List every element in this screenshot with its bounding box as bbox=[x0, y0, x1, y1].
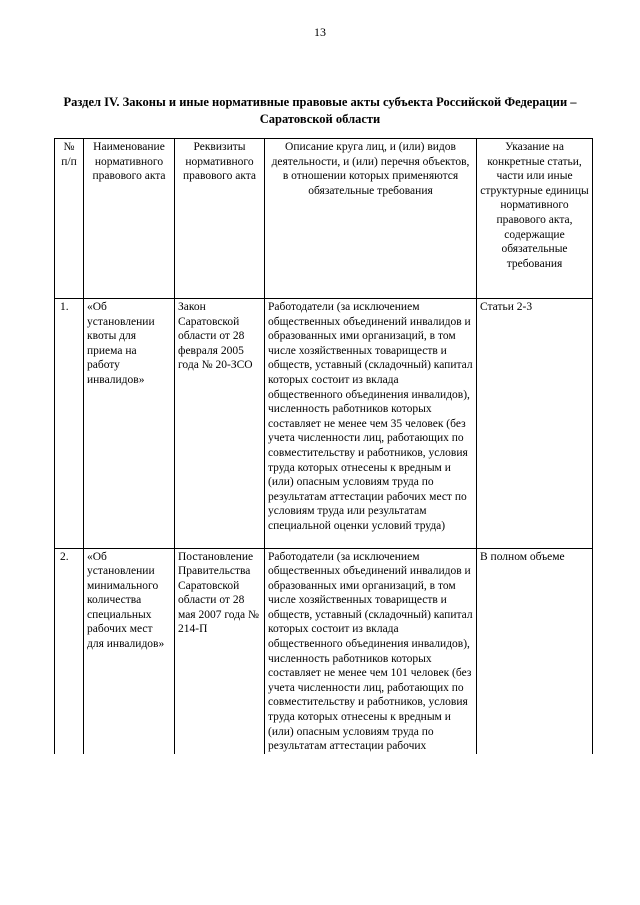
row-act-details: Закон Саратовской области от 28 февраля 2005 года № 20-ЗСО bbox=[175, 299, 265, 549]
table-row bbox=[55, 548, 593, 754]
legal-acts-table bbox=[54, 138, 593, 754]
row-reference: Статьи 2-3 bbox=[477, 299, 593, 549]
header-reference: Указание на конкретные статьи, части или иные структурные единицы нормативного правового акта, содержащие обязательные требования bbox=[477, 139, 593, 299]
table-header-row bbox=[55, 139, 593, 299]
page-number: 13 bbox=[314, 25, 326, 39]
header-num: № п/п bbox=[55, 139, 84, 299]
table-row bbox=[55, 299, 593, 549]
row-num: 2. bbox=[55, 548, 84, 754]
row-description: Работодатели (за исключением общественных объединений инвалидов и образованных ими организаций, в том числе хозяйственных товариществ и обществ, уставный (складочный) капитал которых состоит из вклада общественного объединения инвалидов), численность работников которых составляет не менее чем 101 человек (без учета численности лиц, работающих по совместительству и работников, условия труда которых отнесены к вредным и (или) опасным условиям труда по результатам аттестации рабочих bbox=[265, 548, 477, 754]
row-act-details: Постановление Правительства Саратовской области от 28 мая 2007 года № 214-П bbox=[175, 548, 265, 754]
row-description: Работодатели (за исключением общественных объединений инвалидов и образованных ими организаций, в том числе хозяйственных товариществ и обществ, уставный (складочный) капитал которых состоит из вклада общественного объединения инвалидов), численность работников которых составляет не менее чем 35 человек (без учета численности лиц, работающих по совместительству и работников, условия труда которых отнесены к вредным и (или) опасным условиям труда по результатам аттестации рабочих мест по условиям труда или результатам специальной оценки условий труда) bbox=[265, 299, 477, 549]
section-title-line1: Раздел IV. Законы и иные нормативные правовые акты субъекта Российской Федерации – bbox=[63, 95, 577, 109]
row-num: 1. bbox=[55, 299, 84, 549]
section-heading bbox=[40, 94, 600, 128]
row-reference: В полном объеме bbox=[477, 548, 593, 754]
section-title-line2: Саратовской области bbox=[259, 112, 381, 126]
row-act-name: «Об установлении минимального количества специальных рабочих мест для инвалидов» bbox=[84, 548, 175, 754]
header-details: Реквизиты нормативного правового акта bbox=[175, 139, 265, 299]
header-name: Наименование нормативного правового акта bbox=[84, 139, 175, 299]
row-act-name: «Об установлении квоты для приема на работу инвалидов» bbox=[84, 299, 175, 549]
header-description: Описание круга лиц, и (или) видов деятельности, и (или) перечня объектов, в отношении которых применяются обязательные требования bbox=[265, 139, 477, 299]
